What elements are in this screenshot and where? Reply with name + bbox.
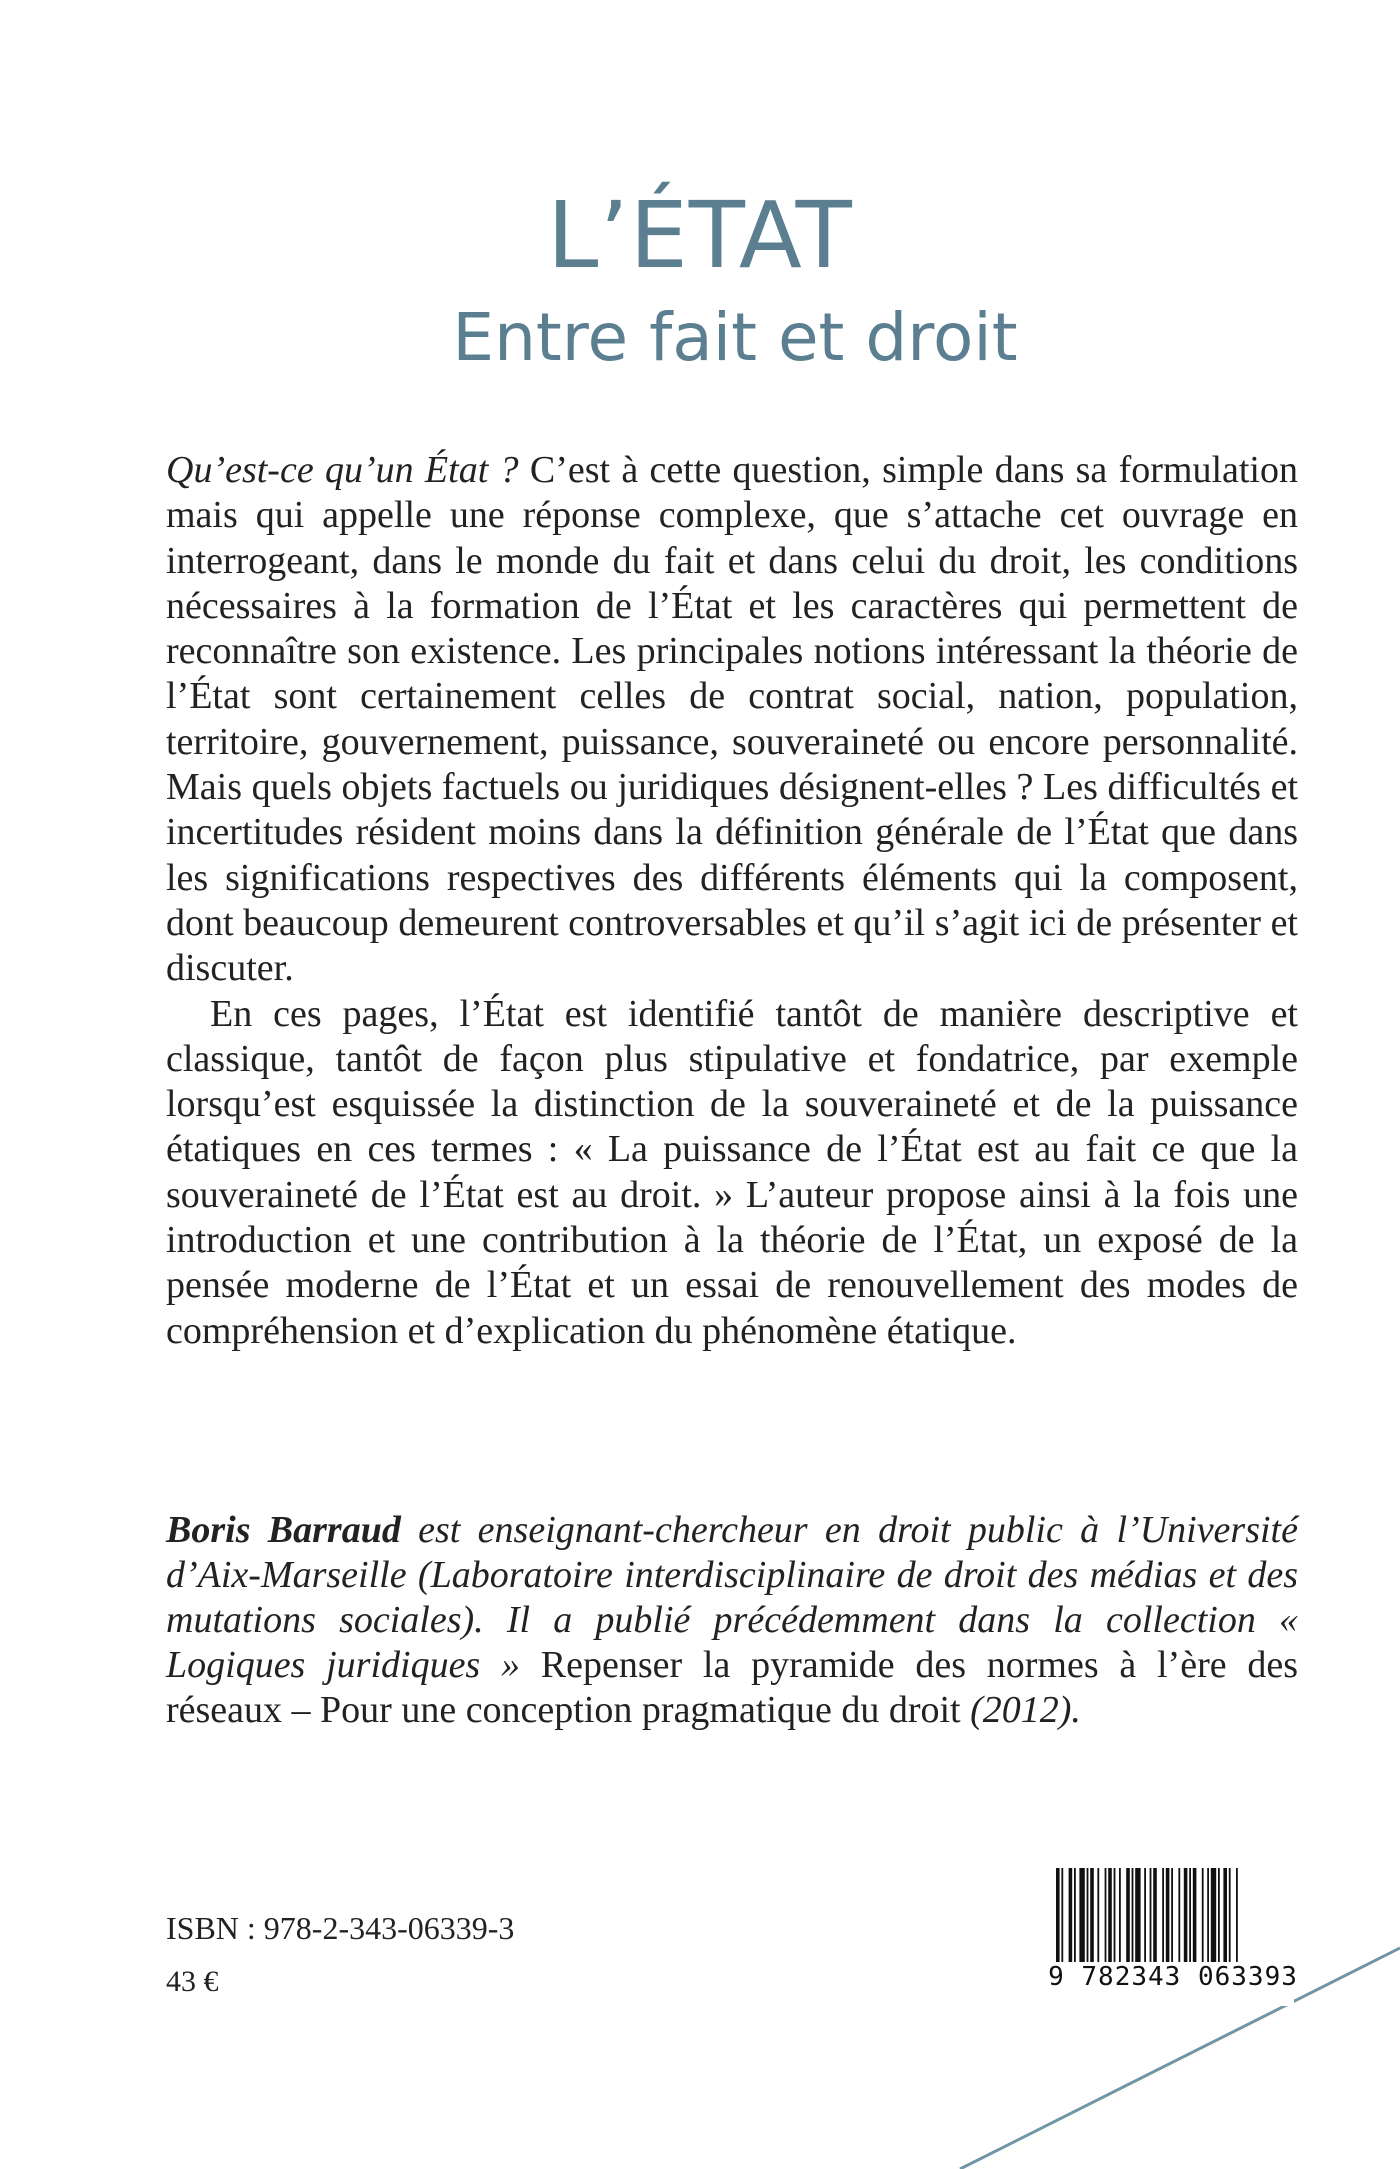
previous-book-title: Repenser la pyramide des normes à l’ère des réseaux – Pour une conception pragmatique du droit bbox=[166, 1644, 1298, 1731]
book-title: L’ÉTAT bbox=[547, 182, 853, 289]
barcode-bar bbox=[1105, 1868, 1107, 1962]
barcode-bar bbox=[1153, 1868, 1157, 1962]
price: 43 € bbox=[166, 1965, 219, 1998]
barcode-bar bbox=[1087, 1868, 1089, 1962]
barcode-bar bbox=[1211, 1868, 1216, 1962]
barcode-bar bbox=[1056, 1868, 1060, 1962]
barcode-bar bbox=[1223, 1868, 1227, 1962]
barcode-bar bbox=[1202, 1868, 1204, 1962]
barcode-bar bbox=[1207, 1868, 1209, 1962]
barcode-bar bbox=[1069, 1868, 1073, 1962]
barcode-bar bbox=[1135, 1868, 1140, 1962]
barcode-bar bbox=[1178, 1868, 1180, 1962]
barcode-bar bbox=[1119, 1868, 1121, 1962]
summary-paragraph-1-text: C’est à cette question, simple dans sa formulation mais qui appelle une réponse complexe, que s’attache cet ouvrage en interrogeant, dans le monde du fait et dans celui du droit, les conditions nécessaires à la formation de l’État et les caractères qui permettent de reconnaître son existence. Les principales notions intéressant la théorie de l’État sont certainement celles de contrat social, nation, population, territoire, gouvernement, puissance, souveraineté ou encore personnalité. Mais quels objets factuels ou juridiques désignent-elles ? Les difficultés et incertitudes résident moins dans la définition générale de l’État que dans les significations respectives des différents éléments qui la composent, dont beaucoup demeurent controversables et qu’il s’agit ici de présenter et discuter. bbox=[166, 449, 1298, 990]
barcode-bar bbox=[1114, 1868, 1116, 1962]
summary-paragraph-2: En ces pages, l’État est identifié tantôt de manière descriptive et classique, tantôt de façon plus stipulative et fondatrice, par exemple lorsqu’est esquissée la distinction de la souveraineté et de la puissance étatiques en ces termes : « La puissance de l’État est au fait ce que la souveraineté de l’État est au droit. » L’auteur propose ainsi à la fois une introduction et une contribution à la théorie de l’État, un exposé de la pensée moderne de l’État et un essai de renouvellement des modes de compréhension et d’explication du phénomène étatique. bbox=[166, 992, 1298, 1352]
barcode-bar bbox=[1108, 1868, 1112, 1962]
barcode-bar bbox=[1079, 1868, 1084, 1962]
barcode-bar bbox=[1126, 1868, 1130, 1962]
barcode-bar bbox=[1132, 1868, 1134, 1962]
barcode-bar bbox=[1189, 1868, 1191, 1962]
barcode-bar bbox=[1193, 1868, 1197, 1962]
barcode-bar bbox=[1166, 1868, 1170, 1962]
barcode-bar bbox=[1229, 1868, 1231, 1962]
isbn: ISBN : 978-2-343-06339-3 bbox=[166, 1910, 515, 1946]
barcode-bar bbox=[1144, 1868, 1146, 1962]
barcode-bar bbox=[1171, 1868, 1173, 1962]
author-name: Boris Barraud bbox=[166, 1509, 401, 1551]
book-subtitle: Entre fait et droit bbox=[452, 299, 1018, 376]
barcode-bar bbox=[1162, 1868, 1164, 1962]
barcode-bar bbox=[1184, 1868, 1188, 1962]
barcode-bar bbox=[1090, 1868, 1094, 1962]
barcode-digits: 9 782343 063393 bbox=[1044, 1964, 1302, 1990]
barcode-bar bbox=[1150, 1868, 1152, 1962]
summary-lead-question: Qu’est-ce qu’un État ? bbox=[166, 449, 519, 491]
barcode-bar bbox=[1097, 1868, 1099, 1962]
barcode-bar bbox=[1074, 1868, 1076, 1962]
author-bio-text: est enseignant-chercheur en droit public à l’Université d’Aix-Marseille (Laboratoire interdisciplinaire de droit des médias et des mutations sociales). Il a publié précédemment dans la collection « Logiques juridiques » bbox=[166, 1509, 1298, 1686]
previous-book-year: (2012). bbox=[970, 1689, 1081, 1731]
barcode-bar bbox=[1236, 1868, 1238, 1962]
barcode-bar bbox=[1061, 1868, 1063, 1962]
barcode-bar bbox=[1218, 1868, 1220, 1962]
